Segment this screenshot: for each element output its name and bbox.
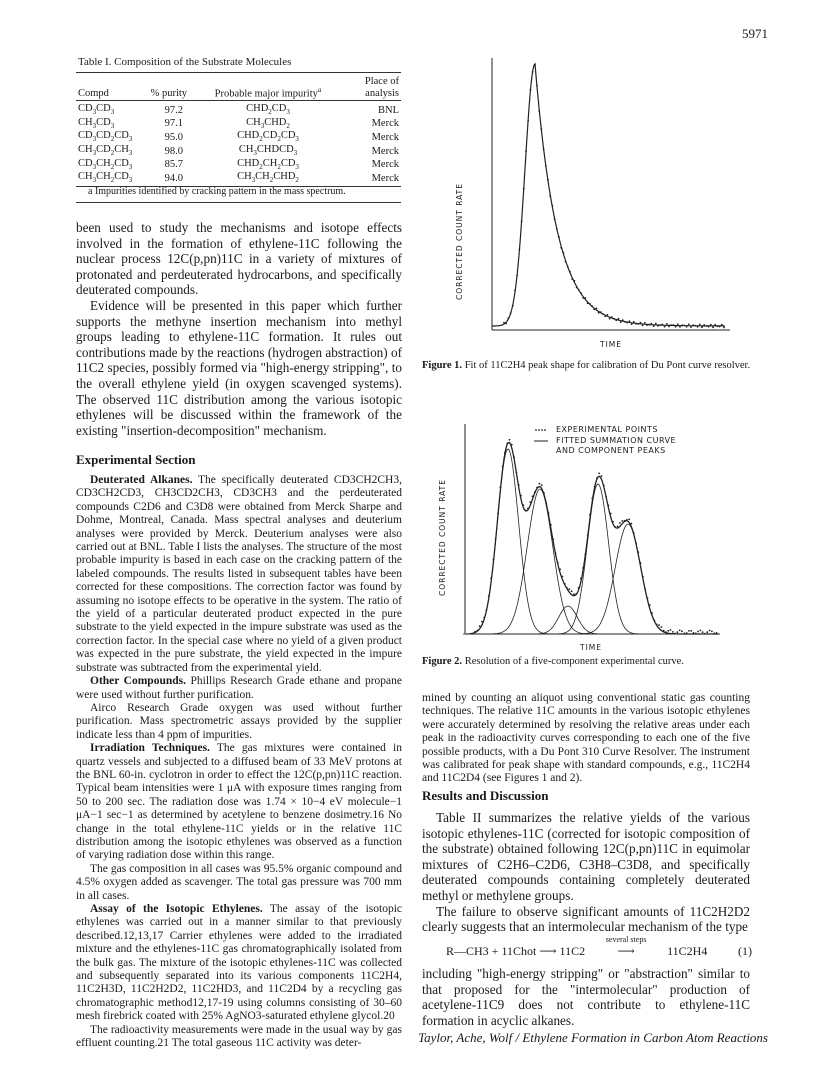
data-point xyxy=(530,89,532,91)
data-point xyxy=(552,205,554,207)
data-point xyxy=(609,318,611,320)
equation-right: 11C2H4 xyxy=(667,944,708,958)
table-cell: $CH_3CD_3$ xyxy=(78,116,115,130)
data-point xyxy=(587,302,589,304)
data-point xyxy=(562,576,564,578)
data-point xyxy=(656,624,658,626)
data-point xyxy=(637,551,639,553)
equation-1: R—CH3 + 11Chot ⟶ 11C2 several steps ⟶ 11C2H4 (1) xyxy=(446,935,752,958)
data-point xyxy=(618,318,620,320)
data-point xyxy=(672,631,674,633)
data-point xyxy=(622,319,624,321)
data-point xyxy=(552,539,554,541)
col-header-compd: Compd xyxy=(78,88,109,99)
data-point xyxy=(563,252,565,254)
data-point xyxy=(598,312,600,314)
figure-2-label: Figure 2. xyxy=(422,656,463,667)
data-point xyxy=(608,504,610,506)
data-point xyxy=(582,297,584,299)
data-point xyxy=(699,324,701,326)
table-cell: 85.7 xyxy=(164,159,183,171)
data-point xyxy=(519,249,521,251)
data-point xyxy=(536,85,538,87)
fitted-peak-curve xyxy=(492,64,725,326)
data-point xyxy=(649,604,651,606)
data-point xyxy=(525,510,527,512)
data-point xyxy=(523,188,525,190)
gas-composition-paragraph: The gas composition in all cases was 95.5% organic compound and 4.5% oxygen added as scavenger. The total gas pressure was 700 mm in all cases. xyxy=(76,862,402,902)
data-point xyxy=(631,323,633,325)
data-point xyxy=(580,578,582,580)
data-point xyxy=(626,322,628,324)
figure-2-legend xyxy=(556,425,676,457)
table-row xyxy=(76,159,401,173)
data-point xyxy=(543,492,545,494)
data-point xyxy=(557,562,559,564)
table-cell: 97.2 xyxy=(164,104,183,116)
irradiation-text: The gas mixtures were contained in quartz vessels and subjected to a diffused beam of 33 MeV protons at the BNL 60-in. cyclotron in order to effect the 12C(p,pn)11C reaction. Typical beam intensities were 1 μA with exposure times ranging from 50 to 200 sec. The radiation dose was 1.74 × 10−4 eV molecule−1 μA−1 sec−1 as determined by acetylene to benzene dosimetry.16 No change in the total ethylene-11C yields or in the relative 11C distribution among the isotopic ethylenes was observed as a function of varying radiation dose within this range. xyxy=(76,742,402,862)
data-point xyxy=(663,630,665,632)
data-point xyxy=(525,150,527,152)
data-point xyxy=(575,593,577,595)
equation-number: (1) xyxy=(738,944,752,958)
data-point xyxy=(723,327,725,329)
component-peak xyxy=(463,449,553,634)
table-cell: 95.0 xyxy=(164,131,183,143)
data-point xyxy=(516,472,518,474)
data-point xyxy=(587,534,589,536)
data-point xyxy=(605,496,607,498)
data-point xyxy=(679,326,681,328)
data-point xyxy=(688,630,690,632)
data-point xyxy=(593,308,595,310)
data-point xyxy=(677,323,679,325)
figure-2-caption: Figure 2. Resolution of a five-component experimental curve. xyxy=(422,656,684,667)
data-point xyxy=(522,504,524,506)
table-row xyxy=(76,104,401,118)
data-point xyxy=(585,297,587,299)
data-point xyxy=(651,612,653,614)
data-point xyxy=(610,513,612,515)
experimental-points xyxy=(474,439,717,635)
table-cell: Merck xyxy=(371,131,399,143)
figure-1-ylabel: CORRECTED COUNT RATE xyxy=(455,183,464,300)
data-point xyxy=(637,323,639,325)
data-point xyxy=(538,110,540,112)
table-cell: $CH_3CD_2CH_3$ xyxy=(78,144,133,158)
data-point xyxy=(690,326,692,328)
data-point xyxy=(677,631,679,633)
data-point xyxy=(602,313,604,315)
data-point xyxy=(509,439,511,441)
table-row xyxy=(76,145,401,159)
data-point xyxy=(721,324,723,326)
data-point xyxy=(495,538,497,540)
data-point xyxy=(573,593,575,595)
table-cell: 98.0 xyxy=(164,145,183,157)
data-point xyxy=(688,323,690,325)
data-point xyxy=(503,322,505,324)
intro-paragraph-1: been used to study the mechanisms and isotope effects involved in the formation of ethylene-11C following the nuclear process 12C(p,pn)11C in a variety of mixtures of protonated and perdeuterated hydrocarbons, and specifically deuterated compounds. xyxy=(76,220,402,298)
data-point xyxy=(532,71,534,73)
table-row xyxy=(76,118,401,132)
data-point xyxy=(511,444,513,446)
data-point xyxy=(704,633,706,635)
data-point xyxy=(596,477,598,479)
data-point xyxy=(719,326,721,328)
data-point xyxy=(589,303,591,305)
data-point xyxy=(662,324,664,326)
data-point xyxy=(543,148,545,150)
running-footer: Taylor, Ache, Wolf / Ethylene Formation in Carbon Atom Reactions xyxy=(418,1030,768,1045)
continued-text: mined by counting an aliquot using conventional static gas counting techniques. The relative 11C amounts in the various isotopic ethylenes were accurately determined by resolving the relative areas under each peak in the radioactivity curves corresponding to each one of the five possible products, with a Du Pont 310 Curve Resolver. The instrument was calibrated for peak shape with standard compounds, e.g., 11C2H4 and 11C2D4 (see Figures 1 and 2). xyxy=(422,692,750,785)
data-point xyxy=(619,522,621,524)
data-point xyxy=(713,633,715,635)
data-point xyxy=(578,289,580,291)
data-point xyxy=(703,324,705,326)
data-point xyxy=(648,324,650,326)
data-point xyxy=(497,513,499,515)
data-point xyxy=(684,325,686,327)
data-point xyxy=(536,487,538,489)
table-cell: $CH_3CH_2CD_3$ xyxy=(78,171,133,185)
data-point xyxy=(633,532,635,534)
data-point xyxy=(679,630,681,632)
data-point xyxy=(521,220,523,222)
figure-2-xlabel: TIME xyxy=(580,643,603,652)
data-point xyxy=(633,321,635,323)
data-point xyxy=(664,326,666,328)
data-point xyxy=(614,526,616,528)
data-point xyxy=(668,326,670,328)
data-point xyxy=(558,236,560,238)
table-cell: Merck xyxy=(371,159,399,171)
deuterated-alkanes-heading: Deuterated Alkanes. xyxy=(90,474,193,486)
data-point xyxy=(569,271,571,273)
table-row xyxy=(76,131,401,145)
summation-curve xyxy=(470,442,718,634)
data-point xyxy=(631,523,633,525)
data-point xyxy=(479,625,481,627)
data-point xyxy=(539,483,541,485)
data-point xyxy=(621,520,623,522)
data-point xyxy=(502,466,504,468)
data-point xyxy=(508,317,510,319)
legend-points: EXPERIMENTAL POINTS xyxy=(556,425,658,434)
data-point xyxy=(549,195,551,197)
data-point xyxy=(560,247,562,249)
component-peak xyxy=(553,484,643,634)
data-point xyxy=(611,316,613,318)
data-point xyxy=(476,630,478,632)
data-point xyxy=(565,261,567,263)
data-point xyxy=(555,552,557,554)
figure-1-plot xyxy=(420,50,760,360)
data-point xyxy=(571,278,573,280)
figure-1-label: Figure 1. xyxy=(422,360,463,371)
data-point xyxy=(554,218,556,220)
data-point xyxy=(534,491,536,493)
data-point xyxy=(556,228,558,230)
figure-1-caption: Figure 1. Fit of 11C2H4 peak shape for calibration of Du Pont curve resolver. xyxy=(422,360,751,371)
data-point xyxy=(541,128,543,130)
data-point xyxy=(670,324,672,326)
composition-table xyxy=(76,72,401,189)
legend-curve-line-2: AND COMPONENT PEAKS xyxy=(556,446,666,455)
data-point xyxy=(714,324,716,326)
figure-1 xyxy=(420,50,760,360)
assay-text: The assay of the isotopic ethylenes was carried out in a manner similar to that previously described.12,13,17 Carrier ethylenes were added to the irradiated mixture and the ethylenes-11C gas chromatographically isolated from the bulk gas. The mixture of the isotopic ethylenes-11C was collected and subsequently separated into its various components 11C2H4, 11C2H3D, 11C2H2D2, 11C2HD3, and 11C2D4 by a recycling gas chromatographic method12,17-19 using columns consisting of 30–60 mesh firebrick coated with 25% AgNO3-saturated ethylene glycol.20 xyxy=(76,903,402,1023)
data-point xyxy=(591,305,593,307)
legend-curve-line-1: FITTED SUMMATION CURVE xyxy=(556,435,677,445)
data-point xyxy=(529,501,531,503)
data-point xyxy=(673,324,675,326)
data-point xyxy=(488,595,490,597)
data-point xyxy=(545,502,547,504)
data-point xyxy=(615,319,617,321)
data-point xyxy=(647,597,649,599)
data-point xyxy=(594,486,596,488)
data-point xyxy=(601,475,603,477)
data-point xyxy=(532,495,534,497)
data-point xyxy=(613,318,615,320)
data-point xyxy=(700,630,702,632)
data-point xyxy=(612,521,614,523)
data-point xyxy=(486,609,488,611)
data-point xyxy=(548,512,550,514)
figure-1-xlabel: TIME xyxy=(600,340,623,349)
data-point xyxy=(617,526,619,528)
experimental-section xyxy=(76,474,402,1050)
data-point xyxy=(596,308,598,310)
data-point xyxy=(644,589,646,591)
table-cell: Merck xyxy=(371,118,399,130)
other-compounds-text: Phillips Research Grade ethane and propane were used without further purification. xyxy=(76,675,402,701)
data-point xyxy=(604,315,606,317)
data-point xyxy=(527,508,529,510)
table-cell: $CD_3CD_3$ xyxy=(78,103,115,117)
col-header-purity: % purity xyxy=(150,88,188,99)
page-number: 5971 xyxy=(742,26,768,41)
data-point xyxy=(675,326,677,328)
data-point xyxy=(527,120,529,122)
data-point xyxy=(589,514,591,516)
experimental-heading: Experimental Section xyxy=(76,452,196,467)
data-point xyxy=(490,577,492,579)
data-point xyxy=(547,179,549,181)
data-point xyxy=(568,588,570,590)
data-point xyxy=(702,631,704,633)
data-point xyxy=(603,485,605,487)
equation-steps-label: several steps xyxy=(605,935,647,944)
data-point xyxy=(658,624,660,626)
results-paragraph-3: including "high-energy stripping" or "abstraction" similar to that proposed for the "intermolecular" production of acetylene-11C9 does not contribute to ethylene-11C formation in acyclic alkanes. xyxy=(422,966,750,1028)
data-point xyxy=(635,323,637,325)
data-point xyxy=(550,524,552,526)
data-point xyxy=(686,632,688,634)
data-point xyxy=(653,325,655,327)
experimental-points xyxy=(503,64,725,329)
data-point xyxy=(642,576,644,578)
data-point xyxy=(629,320,631,322)
data-point xyxy=(607,314,609,316)
data-point xyxy=(644,322,646,324)
data-point xyxy=(620,321,622,323)
data-point xyxy=(716,632,718,634)
data-point xyxy=(717,325,719,327)
data-point xyxy=(690,630,692,632)
data-point xyxy=(686,326,688,328)
data-point xyxy=(591,497,593,499)
data-point xyxy=(651,323,653,325)
intro-paragraph-2: Evidence will be presented in this paper which further supports the methyne insertion mechanism into methyl groups leading to ethylene-11C formation. It rules out contributions made by the reactions (hydrogen abstraction) of 11C2 species, possibly formed via "high-energy stripping", to the overall ethylene yield (in oxygen scavenged systems). The observed 11C distribution among the various isotopic ethylenes will be discussed within the framework of the existing "insertion-decomposition" mechanism. xyxy=(76,297,402,438)
other-compounds-heading: Other Compounds. xyxy=(90,675,186,688)
data-point xyxy=(582,567,584,569)
data-point xyxy=(493,559,495,561)
data-point xyxy=(499,487,501,489)
results-heading: Results and Discussion xyxy=(422,788,549,803)
figure-2-ylabel: CORRECTED COUNT RATE xyxy=(438,479,447,596)
data-point xyxy=(566,587,568,589)
data-point xyxy=(628,518,630,520)
data-point xyxy=(695,633,697,635)
equation-left: R—CH3 + 11Chot ⟶ 11C2 xyxy=(446,944,586,958)
airco-paragraph: Airco Research Grade oxygen was used without further purification. Mass spectrometric assays provided by the supplier indicate less than 4 ppm of impurities. xyxy=(76,701,402,741)
data-point xyxy=(483,617,485,619)
data-point xyxy=(659,324,661,326)
table-cell: BNL xyxy=(378,104,399,116)
assay-heading: Assay of the Isotopic Ethylenes. xyxy=(90,903,263,915)
data-point xyxy=(654,620,656,622)
data-point xyxy=(697,326,699,328)
table-cell: $CHD_2CD_3$ xyxy=(246,103,290,117)
data-point xyxy=(693,632,695,634)
table-cell: $CHD_2CH_2CD_3$ xyxy=(237,157,299,171)
data-point xyxy=(681,630,683,632)
data-point xyxy=(541,484,543,486)
table-cell: Merck xyxy=(371,145,399,157)
table-caption: Table I. Composition of the Substrate Molecules xyxy=(78,56,292,68)
data-point xyxy=(514,290,516,292)
data-point xyxy=(670,629,672,631)
figure-2 xyxy=(420,418,760,658)
data-point xyxy=(635,542,637,544)
data-point xyxy=(701,326,703,328)
results-paragraph-2: The failure to observe significant amounts of 11C2H2D2 clearly suggests that an intermolecular mechanism of the type xyxy=(422,903,750,935)
table-cell: 94.0 xyxy=(164,172,183,184)
data-point xyxy=(520,495,522,497)
table-footnote: a Impurities identified by cracking pattern in the mass spectrum. xyxy=(88,186,346,197)
data-point xyxy=(665,631,667,633)
data-point xyxy=(580,292,582,294)
results-paragraph-1: Table II summarizes the relative yields of the various isotopic ethylenes-11C (corrected for isotopic composition of the substrate) obtained following 12C(p,pn)11C in equimolar mixtures of C2H6–C2D6, C3H8–C3D8, and specifically deuterated compounds containing completely deuterated methyl or methylene groups. xyxy=(422,810,750,903)
data-point xyxy=(655,323,657,325)
data-point xyxy=(567,266,569,268)
data-point xyxy=(506,443,508,445)
data-point xyxy=(681,324,683,326)
data-point xyxy=(571,590,573,592)
data-point xyxy=(666,323,668,325)
data-point xyxy=(683,633,685,635)
data-point xyxy=(657,325,659,327)
data-point xyxy=(559,568,561,570)
data-point xyxy=(545,165,547,167)
data-point xyxy=(646,324,648,326)
table-bottom-rule xyxy=(76,202,401,203)
data-point xyxy=(712,327,714,329)
table-row xyxy=(76,172,401,186)
data-point xyxy=(660,626,662,628)
data-point xyxy=(474,631,476,633)
irradiation-heading: Irradiation Techniques. xyxy=(90,742,210,755)
data-point xyxy=(710,324,712,326)
deuterated-alkanes-text: The specifically deuterated CD3CH2CH3, CD3CH2CD3, CH3CD2CH3, CD3CH3 and the perdeuterated compounds C2D6 and C3D8 were obtained from Merck Sharpe and Dohme, Montreal, Canada. Mass spectral analyses and deuterium analyses were provided by Merck. Deuterium analyses were also carried out at BNL. Table I lists the analyses. The structure of the most probable impurity is based in each case on the cracking pattern of the labeled compounds. The results listed in subsequent tables have been corrected for these compositions. The correction factor was found by assuming no isotope effects to be operative in the system. The ratio of the yield of a particular deuterated product expected in the pure substrate to the yield expected in the impure substrate was used as the correction factor. In the special case where no yield of a given product was expected in the pure substrate, the yield expected in the impure substrate was subtracted from the experimental yield. xyxy=(76,474,402,674)
table-cell: Merck xyxy=(371,172,399,184)
data-point xyxy=(518,484,520,486)
component-peak xyxy=(486,489,594,634)
data-point xyxy=(512,305,514,307)
data-point xyxy=(624,520,626,522)
col-header-impurity: Probable major impurity$^a$ xyxy=(214,85,322,99)
data-point xyxy=(505,323,507,325)
data-point xyxy=(598,473,600,475)
table-cell: $CH_3CHD_2$ xyxy=(246,116,290,130)
data-point xyxy=(626,519,628,521)
data-point xyxy=(516,275,518,277)
data-point xyxy=(706,325,708,327)
table-cell: $CH_3CH_2CHD_2$ xyxy=(237,171,299,185)
radioactivity-paragraph: The radioactivity measurements were made in the usual way by gas effluent counting.21 The total gaseous 11C activity was deter- xyxy=(76,1023,402,1050)
data-point xyxy=(585,553,587,555)
data-point xyxy=(711,631,713,633)
table-cell: 97.1 xyxy=(164,118,183,130)
table-cell: $CH_3CHDCD_3$ xyxy=(238,144,298,158)
data-point xyxy=(640,322,642,324)
component-peak xyxy=(574,524,682,634)
data-point xyxy=(642,325,644,327)
data-point xyxy=(576,287,578,289)
data-point xyxy=(695,325,697,327)
data-point xyxy=(674,633,676,635)
table-body xyxy=(76,104,401,187)
data-point xyxy=(564,583,566,585)
data-point xyxy=(640,562,642,564)
data-point xyxy=(624,321,626,323)
data-point xyxy=(574,280,576,282)
table-cell: $CD_3CD_2CD_3$ xyxy=(78,130,133,144)
data-point xyxy=(534,64,536,66)
col-header-place: Place of analysis xyxy=(364,76,399,99)
data-point xyxy=(692,324,694,326)
data-point xyxy=(667,630,669,632)
data-point xyxy=(481,621,483,623)
table-cell: $CHD_2CD_2CD_3$ xyxy=(237,130,299,144)
data-point xyxy=(708,326,710,328)
data-point xyxy=(600,311,602,313)
data-point xyxy=(578,587,580,589)
data-point xyxy=(504,452,506,454)
data-point xyxy=(709,630,711,632)
table-cell: $CD_3CH_2CD_3$ xyxy=(78,157,133,171)
data-point xyxy=(697,631,699,633)
data-point xyxy=(513,457,515,459)
data-point xyxy=(510,312,512,314)
data-point xyxy=(706,631,708,633)
